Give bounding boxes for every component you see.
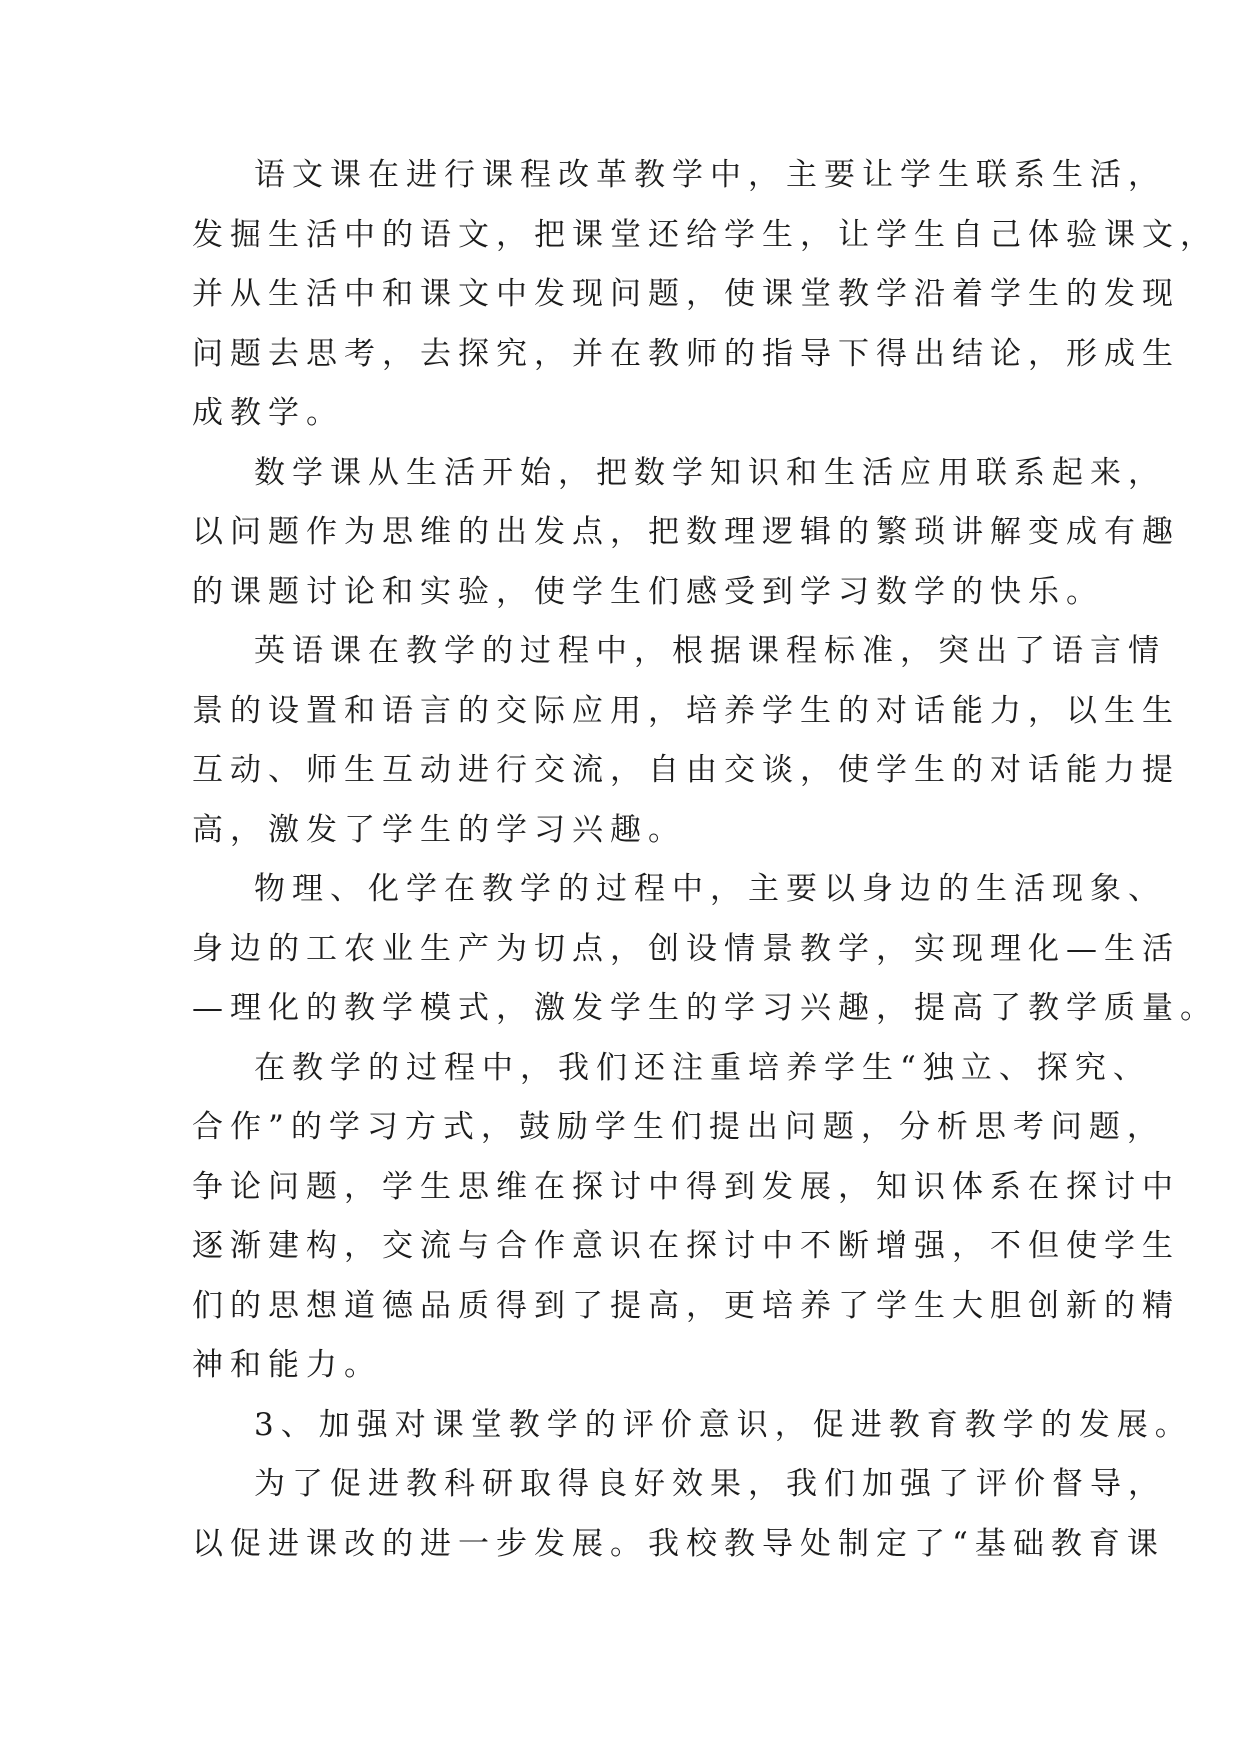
text-line: 在教学的过程中，我们还注重培养学生“独立、探究、 bbox=[254, 1049, 1151, 1086]
paragraph-physics-chemistry bbox=[192, 871, 1218, 1026]
text-line: 神和能力。 bbox=[192, 1347, 382, 1383]
body-text bbox=[192, 157, 1218, 1588]
text-line: 成教学。 bbox=[192, 395, 344, 431]
text-line: 的课题讨论和实验，使学生们感受到学习数学的快乐。 bbox=[192, 573, 1104, 610]
text-line: 以促进课改的进一步发展。我校教导处制定了“基础教育课 bbox=[192, 1525, 1165, 1562]
text-line: 物理、化学在教学的过程中，主要以身边的生活现象、 bbox=[254, 871, 1166, 907]
text-line: 景的设置和语言的交际应用，培养学生的对话能力，以生生 bbox=[192, 692, 1180, 729]
text-line: 争论问题，学生思维在探讨中得到发展，知识体系在探讨中 bbox=[192, 1168, 1180, 1205]
text-line: 问题去思考，去探究，并在教师的指导下得出结论，形成生 bbox=[192, 335, 1180, 372]
paragraph-english-class bbox=[192, 633, 1180, 848]
text-line: 发掘生活中的语文，把课堂还给学生，让学生自己体验课文， bbox=[192, 216, 1218, 253]
paragraph-evaluation bbox=[192, 1466, 1166, 1562]
paragraph-learning-methods bbox=[192, 1049, 1180, 1383]
text-line: 高，激发了学生的学习兴趣。 bbox=[192, 811, 686, 848]
paragraph-math-class bbox=[192, 454, 1180, 610]
text-line: 语文课在进行课程改革教学中，主要让学生联系生活， bbox=[254, 157, 1166, 193]
text-line: —理化的教学模式，激发学生的学习兴趣，提高了教学质量。 bbox=[192, 990, 1218, 1026]
text-line: 为了促进教科研取得良好效果，我们加强了评价督导， bbox=[254, 1466, 1166, 1502]
text-line: 以问题作为思维的出发点，把数理逻辑的繁琐讲解变成有趣 bbox=[192, 514, 1180, 550]
text-line: 合作”的学习方式，鼓励学生们提出问题，分析思考问题， bbox=[192, 1109, 1165, 1145]
section-heading: 3、加强对课堂教学的评价意识，促进教育教学的发展。 bbox=[254, 1406, 1193, 1443]
text-line: 们的思想道德品质得到了提高，更培养了学生大胆创新的精 bbox=[192, 1287, 1180, 1324]
text-line: 身边的工农业生产为切点，创设情景教学，实现理化—生活 bbox=[192, 930, 1180, 967]
paragraph-section-heading bbox=[192, 1406, 1193, 1443]
text-line: 英语课在教学的过程中，根据课程标准，突出了语言情 bbox=[254, 633, 1166, 669]
paragraph-chinese-class bbox=[192, 157, 1218, 431]
text-line: 互动、师生互动进行交流，自由交谈，使学生的对话能力提 bbox=[192, 752, 1180, 788]
text-line: 数学课从生活开始，把数学知识和生活应用联系起来， bbox=[254, 454, 1166, 491]
text-line: 并从生活中和课文中发现问题，使课堂教学沿着学生的发现 bbox=[192, 276, 1180, 312]
text-line: 逐渐建构，交流与合作意识在探讨中不断增强，不但使学生 bbox=[192, 1228, 1180, 1264]
